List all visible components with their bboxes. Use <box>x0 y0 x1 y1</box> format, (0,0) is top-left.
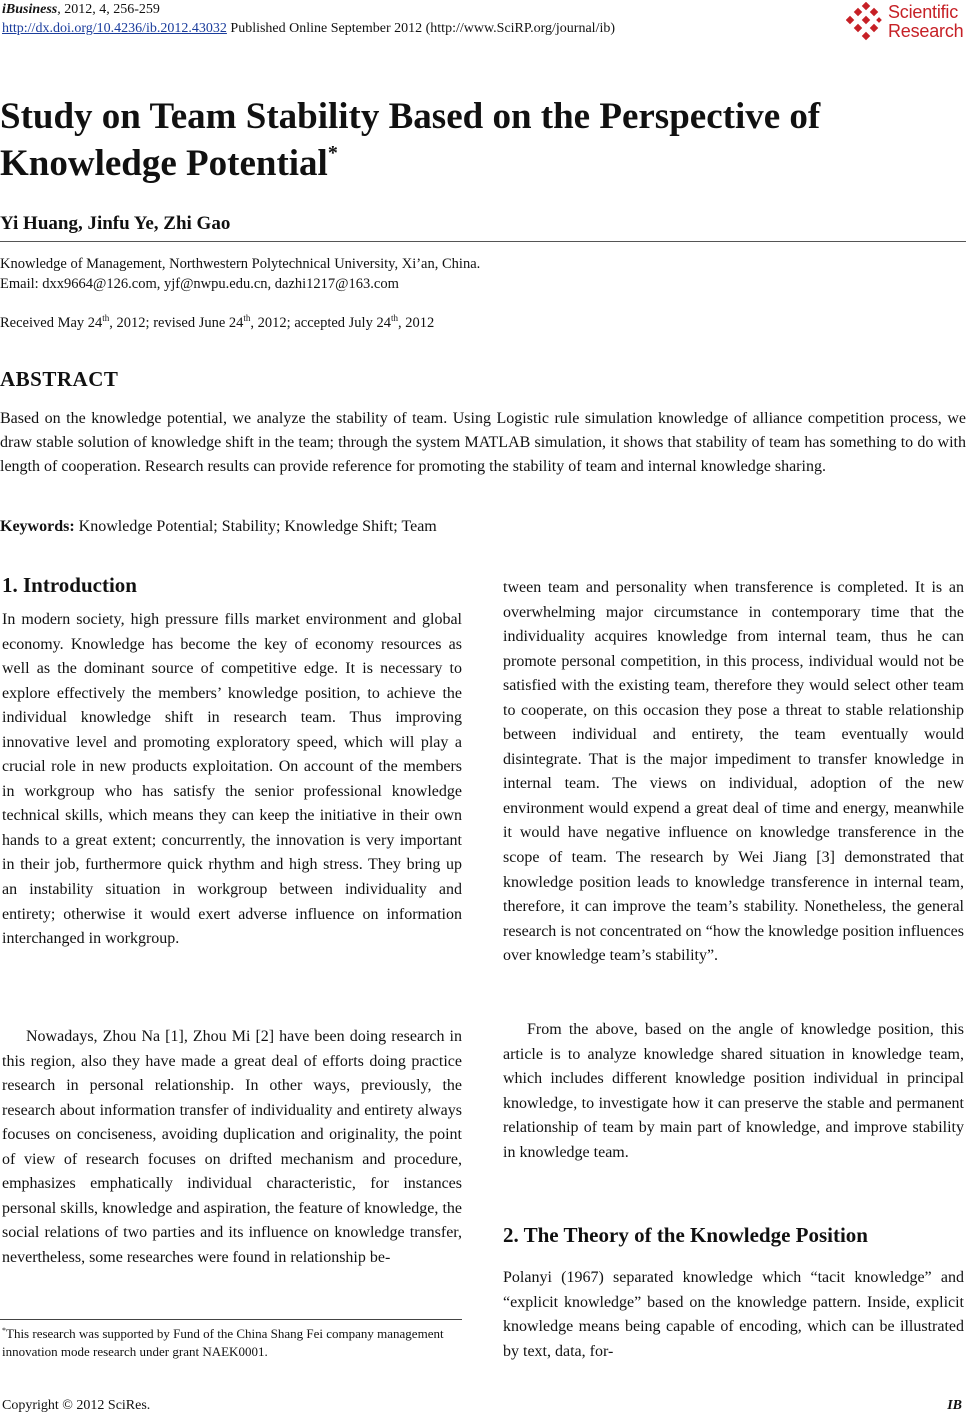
affiliation: Knowledge of Management, Northwestern Polytechnical University, Xi’an, China. <box>0 256 481 272</box>
ordinal-suffix: th <box>243 313 251 323</box>
volume-info: , 2012, 4, 256-259 <box>57 2 160 17</box>
footnote <box>2 1325 464 1361</box>
theory-paragraph-1: Polanyi (1967) separated knowledge which “tacit knowledge” and “explicit knowledge” based on the knowledge pattern. Inside, explicit knowledge means being capable of encoding, which can be illustrated by text, data, for- <box>503 1269 964 1360</box>
title-divider <box>0 241 966 242</box>
publication-line <box>2 21 615 37</box>
keywords-label: Keywords: <box>0 518 75 535</box>
ordinal-suffix: th <box>390 313 398 323</box>
email-line: Email: dxx9664@126.com, yjf@nwpu.edu.cn, dazhi1217@163.com <box>0 276 399 292</box>
journal-abbreviation: IB <box>947 1398 962 1413</box>
paper-title <box>0 93 900 187</box>
keywords-text: Knowledge Potential; Stability; Knowledge Shift; Team <box>74 518 437 535</box>
scirp-logo-icon <box>846 2 886 42</box>
title-footnote-mark: * <box>327 142 338 164</box>
abstract-text: Based on the knowledge potential, we analyze the stability of team. Using Logistic rule simulation knowledge of alliance competition process, we draw stable solution of knowledge shift in the team; through the system MATLAB simulation, it shows that stability of team has something to do with length of cooperation. Research results can provide reference for promoting the stability of team and internal knowledge sharing. <box>0 410 966 475</box>
published-info: Published Online September 2012 (http://www.SciRP.org/journal/ib) <box>226 21 616 36</box>
authors: Yi Huang, Jinfu Ye, Zhi Gao <box>0 213 231 234</box>
copyright: Copyright © 2012 SciRes. <box>2 1398 151 1413</box>
abstract-heading: ABSTRACT <box>0 367 119 391</box>
journal-name: iBusiness <box>2 2 58 17</box>
section-heading-theory: 2. The Theory of the Knowledge Position <box>503 1223 868 1247</box>
scirp-logo[interactable] <box>846 2 966 44</box>
section-heading-introduction: 1. Introduction <box>2 573 137 597</box>
footnote-divider <box>0 1319 462 1320</box>
paper-title-text: Study on Team Stability Based on the Perspective of Knowledge Potential <box>0 96 821 184</box>
intro-paragraph-2-continued: tween team and personality when transference is completed. It is an overwhelming major circumstance in contemporary time that the individuality acquires knowledge from internal team, thus he can promote personal competition, in this process, individual would not be satisfied with the existing team, therefore they would select other team to cooperate, on this occasion they pose a threat to stable relationship between individual and entirety, the team eventually would disintegrate. That is the major impediment to transfer knowledge in internal team. The views on individual, adoption of the new environment would expend a great deal of time and energy, meanwhile it would have negative influence on knowledge transference in the scope of team. The research by Wei Jiang [3] demonstrated that knowledge position leads to knowledge transference in internal team, therefore, it can improve the team’s stability. Nonetheless, the general research is not concentrated on “how the knowledge position influences over knowledge team’s stability”. <box>503 579 964 965</box>
logo-line-2: Research <box>888 21 964 41</box>
year-suffix: , 2012 <box>397 315 435 331</box>
footnote-text: This research was supported by Fund of the China Shang Fei company management innovation mode research under grant NAEK0001. <box>2 1326 444 1359</box>
intro-paragraph-1: In modern society, high pressure fills market environment and global economy. Knowledge has become the key of economy resources as well as the dominant source of competitive edge. It is necessary to explore effectively the members’ knowledge position, to achieve the individual knowledge shift in research team. Thus improving innovative level and promoting exploratory speed, which will play a crucial role in new products exploitation. On account of the members in workgroup who has satisfy the senior professional knowledge technical skills, which means they can keep the initiative in their own hands to a great extent; concurrently, the innovation is very important in their job, furthermore quick rhythm and high stress. They bring up an instability situation in workgroup between individuality and entirety; otherwise it would exert adverse influence on information interchanged in workgroup. <box>2 611 462 948</box>
doi-link[interactable]: http://dx.doi.org/10.4236/ib.2012.43032 <box>2 21 227 36</box>
journal-citation <box>2 2 160 18</box>
intro-paragraph-2: Nowadays, Zhou Na [1], Zhou Mi [2] have been doing research in this region, also they have made a great deal of efforts doing practice research in personal relationship. In other ways, previously, the research about information transfer of individuality and entirety always focuses on conciseness, avoiding duplication and originality, the point of view of research focuses on drifted mechanism and procedure, emphasizes emphatically individual characteristic, for instances personal skills, knowledge and aspiration, the feature of knowledge, the social relations of two parties and its influence on knowledge transfer, nevertheless, some researches were found in relationship be- <box>2 1028 462 1266</box>
ordinal-suffix: th <box>102 313 110 323</box>
keywords <box>0 518 437 536</box>
accepted-date: , 2012; accepted July 24 <box>250 315 391 331</box>
received-date: Received May 24 <box>0 315 103 331</box>
logo-text <box>888 3 963 41</box>
received-dates <box>0 315 434 332</box>
footnote-mark: * <box>2 1326 6 1335</box>
logo-line-1: Scientific <box>888 2 959 22</box>
intro-paragraph-3: From the above, based on the angle of knowledge position, this article is to analyze knowledge shared situation in knowledge team, which includes different knowledge position individual in principal knowledge, to investigate how it can preserve the stable and permanent relationship of team by main part of knowledge, and improve stability in knowledge team. <box>503 1021 964 1161</box>
revised-date: , 2012; revised June 24 <box>109 315 244 331</box>
